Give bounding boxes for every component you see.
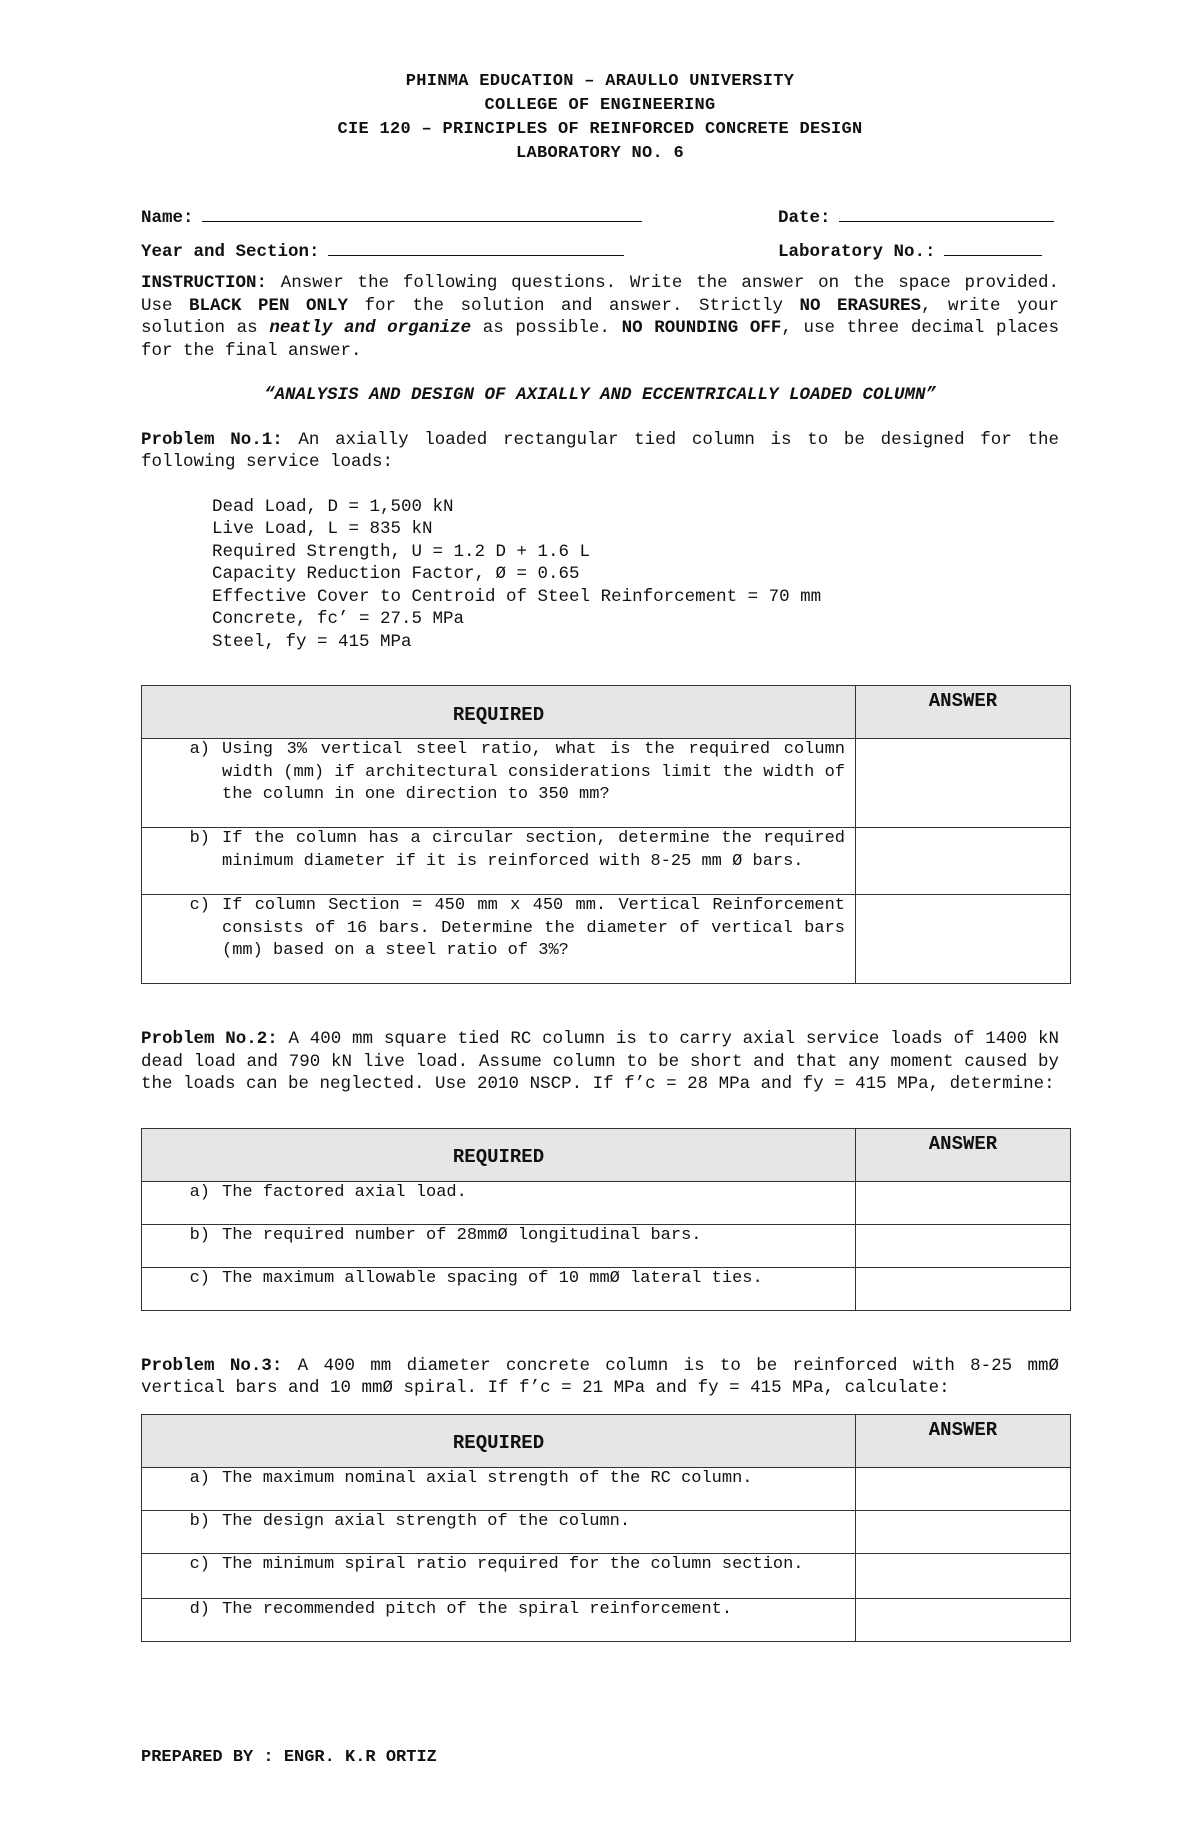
header-college: COLLEGE OF ENGINEERING <box>484 96 716 115</box>
answer-header: ANSWER <box>856 1414 1071 1467</box>
problem-1-label: Problem No.1: <box>141 429 283 450</box>
instruction-no-erasures: NO ERASURES <box>799 295 921 316</box>
year-section-label: Year and Section: <box>141 242 320 262</box>
item-label: a) <box>189 740 210 759</box>
section-title: “ANALYSIS AND DESIGN OF AXIALLY AND ECCENTRICALLY LOADED COLUMN” <box>263 385 937 405</box>
prepared-by-footer: PREPARED BY : ENGR. K.R ORTIZ <box>141 1748 437 1767</box>
answer-header: ANSWER <box>856 686 1071 739</box>
answer-cell[interactable] <box>856 828 1071 895</box>
instruction-neatly: neatly and organize <box>269 318 472 338</box>
header-lab-number: LABORATORY NO. 6 <box>515 144 685 163</box>
instruction-label: INSTRUCTION: <box>141 273 268 293</box>
item-text: The design axial strength of the column. <box>222 1511 631 1531</box>
item-text: Using 3% vertical steel ratio, what is the required column width (mm) if architectural considerations limit the width of the column in one direction to 350 mm? <box>222 740 845 804</box>
name-field[interactable] <box>141 204 642 230</box>
given-item: Capacity Reduction Factor, Ø = 0.65 <box>212 564 580 584</box>
item-text: The factored axial load. <box>222 1182 467 1202</box>
answer-cell[interactable] <box>856 1181 1071 1224</box>
given-item: Dead Load, D = 1,500 kN <box>212 496 454 517</box>
item-label: a) <box>189 1182 210 1202</box>
table-row <box>142 1553 1071 1598</box>
student-info-fields <box>141 204 1059 264</box>
instruction-paragraph <box>141 272 1059 362</box>
given-item: Steel, fy = 415 MPa <box>212 631 412 652</box>
name-label: Name: <box>141 208 194 228</box>
problem-1-table <box>141 685 1071 984</box>
answer-cell[interactable] <box>856 1224 1071 1267</box>
item-label: c) <box>189 1554 210 1574</box>
required-header: REQUIRED <box>142 1414 856 1467</box>
problem-1-given-list <box>212 496 1059 654</box>
item-label: a) <box>189 1468 210 1488</box>
header-course: CIE 120 – PRINCIPLES OF REINFORCED CONCRETE DESIGN <box>337 120 863 139</box>
given-item: Required Strength, U = 1.2 D + 1.6 L <box>212 541 591 562</box>
required-header: REQUIRED <box>142 686 856 739</box>
instruction-black-pen: BLACK PEN ONLY <box>189 295 348 316</box>
item-text: The maximum allowable spacing of 10 mmØ lateral ties. <box>222 1268 763 1288</box>
lab-no-field[interactable] <box>778 238 1042 264</box>
problem-2-table <box>141 1128 1071 1311</box>
item-label: b) <box>189 1225 210 1245</box>
problem-2-text: A 400 mm square tied RC column is to carry axial service loads of 1400 kN dead load and 790 kN live load. Assume column to be short and that any moment caused by the loads can be neglected. Use 2010 NSCP. If f’c = 28 MPa and fy = 415 MPa, determine: <box>141 1029 1059 1094</box>
item-label: c) <box>189 896 210 915</box>
worksheet-page <box>141 70 1059 1642</box>
name-blank-line[interactable] <box>202 204 642 222</box>
instruction-text-1: Answer the following questions. Write the answer on the space provided. Use <box>141 273 1059 316</box>
document-header <box>141 70 1059 166</box>
table-row <box>142 828 1071 895</box>
answer-header: ANSWER <box>856 1128 1071 1181</box>
table-row <box>142 1467 1071 1510</box>
table-row <box>142 1267 1071 1310</box>
item-text: The required number of 28mmØ longitudinal bars. <box>222 1225 702 1245</box>
table-row <box>142 1510 1071 1553</box>
instruction-no-rounding: NO ROUNDING OFF <box>621 318 782 338</box>
year-section-field[interactable] <box>141 238 624 264</box>
problem-1-statement <box>141 429 1059 474</box>
given-item: Effective Cover to Centroid of Steel Reinforcement = 70 mm <box>212 586 822 607</box>
problem-3-text: A 400 mm diameter concrete column is to be reinforced with 8-25 mmØ vertical bars and 10 mmØ spiral. If f’c = 21 MPa and fy = 415 MPa, calculate: <box>141 1355 1059 1398</box>
given-item: Live Load, L = 835 kN <box>212 519 433 539</box>
table-row <box>142 1598 1071 1641</box>
item-text: The minimum spiral ratio required for the column section. <box>222 1554 804 1574</box>
problem-2-label: Problem No.2: <box>141 1029 278 1049</box>
answer-cell[interactable] <box>856 895 1071 984</box>
item-text: The maximum nominal axial strength of the RC column. <box>222 1468 753 1488</box>
lab-no-blank-line[interactable] <box>944 238 1042 256</box>
instruction-text-3: , write your solution as <box>141 295 1059 338</box>
item-label: b) <box>189 1511 210 1531</box>
problem-2-statement <box>141 1028 1059 1096</box>
date-field[interactable] <box>778 204 1054 230</box>
table-row <box>142 1181 1071 1224</box>
problem-1-text: An axially loaded rectangular tied column is to be designed for the following service loads: <box>141 429 1059 472</box>
instruction-text-2: for the solution and answer. Strictly <box>348 295 800 316</box>
item-text: If column Section = 450 mm x 450 mm. Vertical Reinforcement consists of 16 bars. Determine the diameter of vertical bars (mm) based on a steel ratio of 3%? <box>222 896 845 960</box>
lab-no-label: Laboratory No.: <box>778 242 936 262</box>
date-label: Date: <box>778 208 831 228</box>
answer-cell[interactable] <box>856 1267 1071 1310</box>
table-row <box>142 739 1071 828</box>
year-section-blank-line[interactable] <box>328 238 624 256</box>
answer-cell[interactable] <box>856 1467 1071 1510</box>
answer-cell[interactable] <box>856 739 1071 828</box>
item-label: d) <box>189 1599 210 1619</box>
item-label: b) <box>189 829 210 848</box>
given-item: Concrete, fc’ = 27.5 MPa <box>212 609 465 629</box>
problem-3-table <box>141 1414 1071 1642</box>
instruction-text-4: as possible. <box>471 318 622 338</box>
instruction-text-5: , use three decimal places for the final answer. <box>141 318 1059 361</box>
problem-3-label: Problem No.3: <box>141 1355 283 1376</box>
answer-cell[interactable] <box>856 1510 1071 1553</box>
header-institution: PHINMA EDUCATION – ARAULLO UNIVERSITY <box>405 72 795 91</box>
answer-cell[interactable] <box>856 1553 1071 1598</box>
answer-cell[interactable] <box>856 1598 1071 1641</box>
date-blank-line[interactable] <box>839 204 1054 222</box>
table-row <box>142 1224 1071 1267</box>
required-header: REQUIRED <box>142 1128 856 1181</box>
table-row <box>142 895 1071 984</box>
item-text: The recommended pitch of the spiral reinforcement. <box>222 1599 733 1619</box>
item-text: If the column has a circular section, determine the required minimum diameter if it is reinforced with 8-25 mm Ø bars. <box>222 829 845 871</box>
item-label: c) <box>189 1268 210 1288</box>
problem-3-statement <box>141 1355 1059 1400</box>
